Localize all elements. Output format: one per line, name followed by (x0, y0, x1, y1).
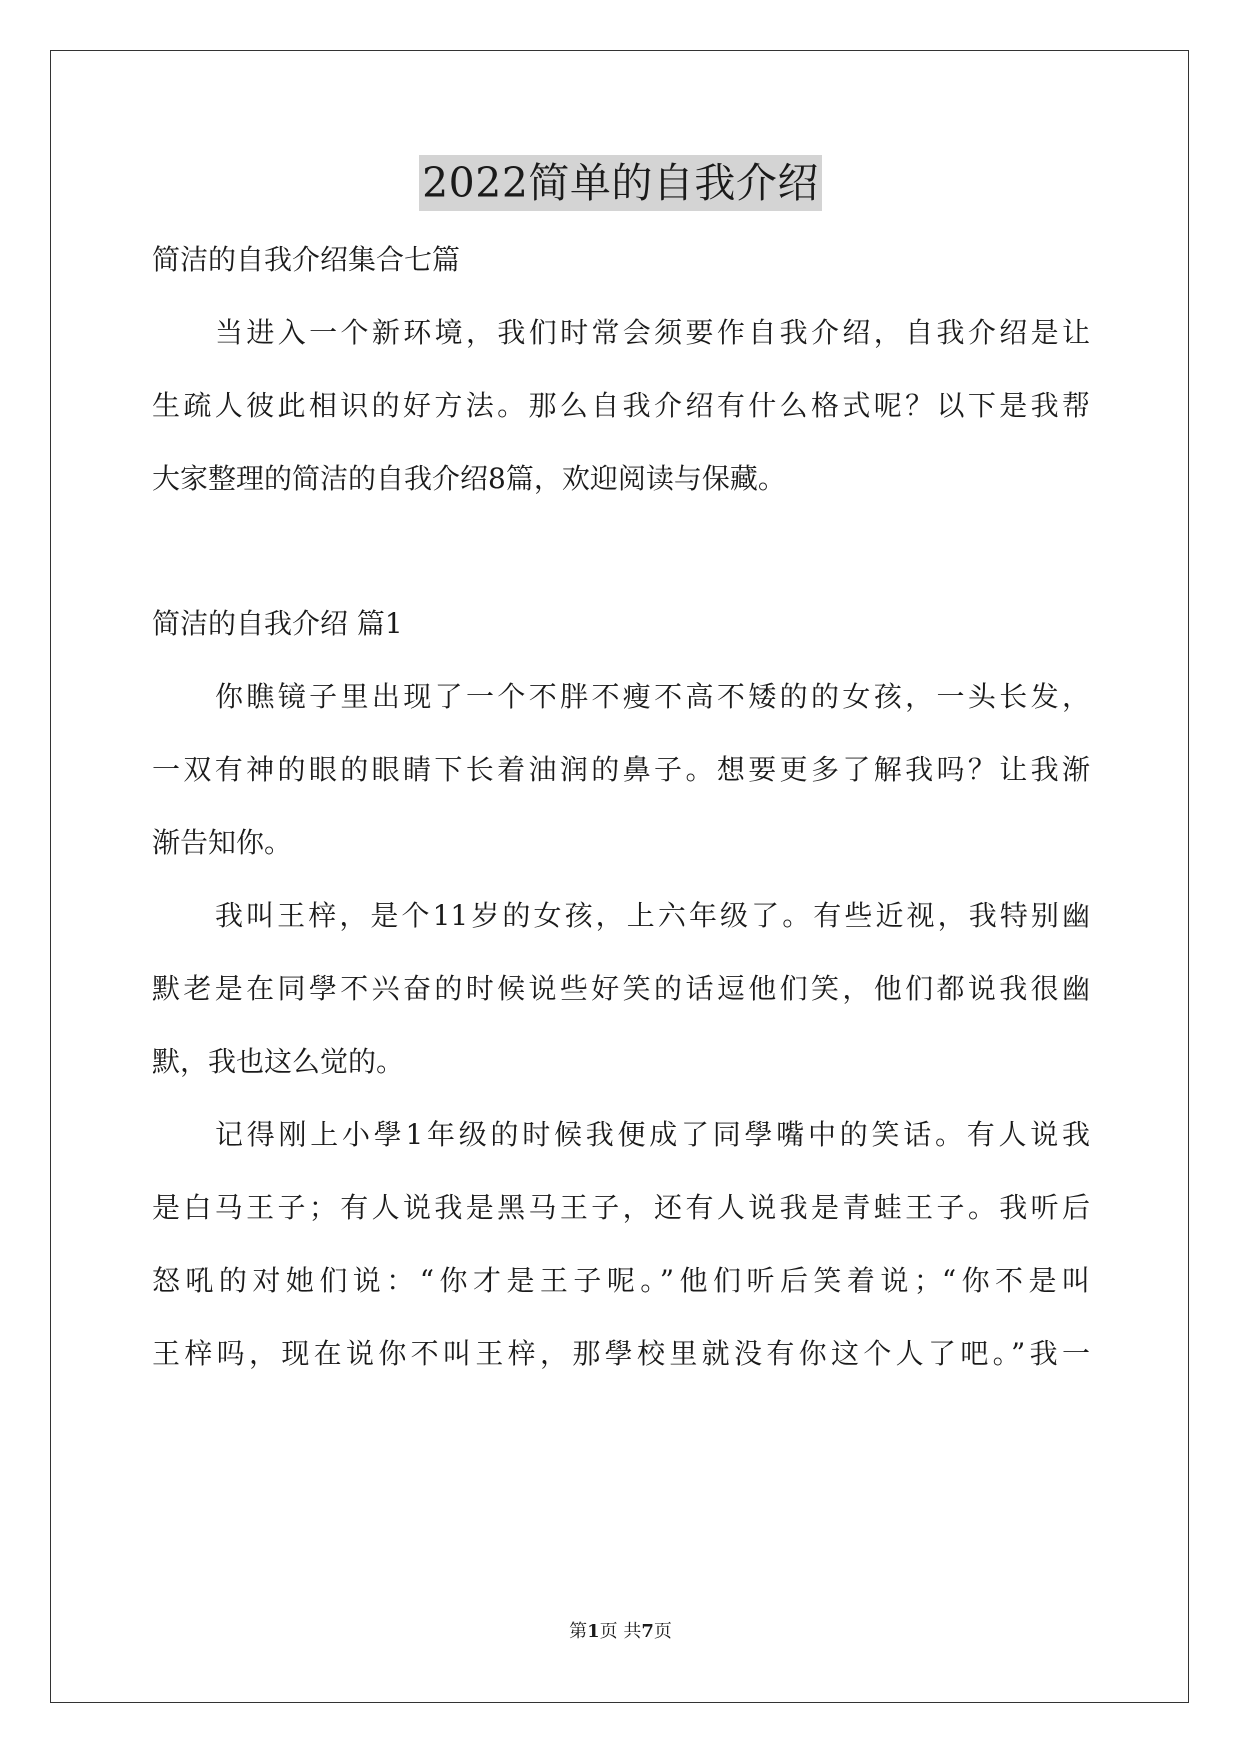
title-container (0, 155, 1241, 211)
footer-suffix: 页 (653, 1621, 672, 1642)
page-footer (0, 1620, 1241, 1644)
intro-line-1: 当进入一个新环境，我们时常会须要作自我介绍，自我介绍是让 (215, 316, 1090, 349)
footer-current-page: 1 (587, 1621, 600, 1642)
footer-mid: 页 共 (599, 1621, 642, 1642)
footer-total-pages: 7 (641, 1621, 654, 1642)
paragraph-1-line-1: 你瞧镜子里出现了一个不胖不瘦不高不矮的的女孩，一头长发， (215, 680, 1090, 713)
subtitle: 简洁的自我介绍集合七篇 (152, 243, 461, 276)
intro-line-2: 生疏人彼此相识的好方法。那么自我介绍有什么格式呢？以下是我帮 (152, 389, 1090, 422)
section-heading: 简洁的自我介绍 篇1 (152, 607, 403, 640)
intro-line-3: 大家整理的简洁的自我介绍8篇，欢迎阅读与保藏。 (152, 462, 786, 495)
paragraph-3-line-3: 怒吼的对她们说：“你才是王子呢。”他们听后笑着说；“你不是叫 (152, 1264, 1090, 1297)
paragraph-3-line-4: 王梓吗，现在说你不叫王梓，那學校里就没有你这个人了吧。”我一 (152, 1337, 1090, 1370)
page-border (50, 50, 1189, 1703)
document-title: 2022简单的自我介绍 (419, 155, 822, 211)
paragraph-1-line-3: 渐告知你。 (152, 826, 293, 859)
paragraph-2-line-2: 默老是在同學不兴奋的时候说些好笑的话逗他们笑，他们都说我很幽 (152, 972, 1090, 1005)
paragraph-3-line-2: 是白马王子；有人说我是黑马王子，还有人说我是青蛙王子。我听后 (152, 1191, 1090, 1224)
paragraph-1-line-2: 一双有神的眼的眼睛下长着油润的鼻子。想要更多了解我吗？让我渐 (152, 753, 1090, 786)
paragraph-2-line-3: 默，我也这么觉的。 (152, 1045, 405, 1078)
paragraph-2-line-1: 我叫王梓，是个11岁的女孩，上六年级了。有些近视，我特别幽 (215, 899, 1090, 932)
footer-prefix: 第 (569, 1621, 588, 1642)
paragraph-3-line-1: 记得刚上小學1年级的时候我便成了同學嘴中的笑话。有人说我 (215, 1118, 1090, 1151)
